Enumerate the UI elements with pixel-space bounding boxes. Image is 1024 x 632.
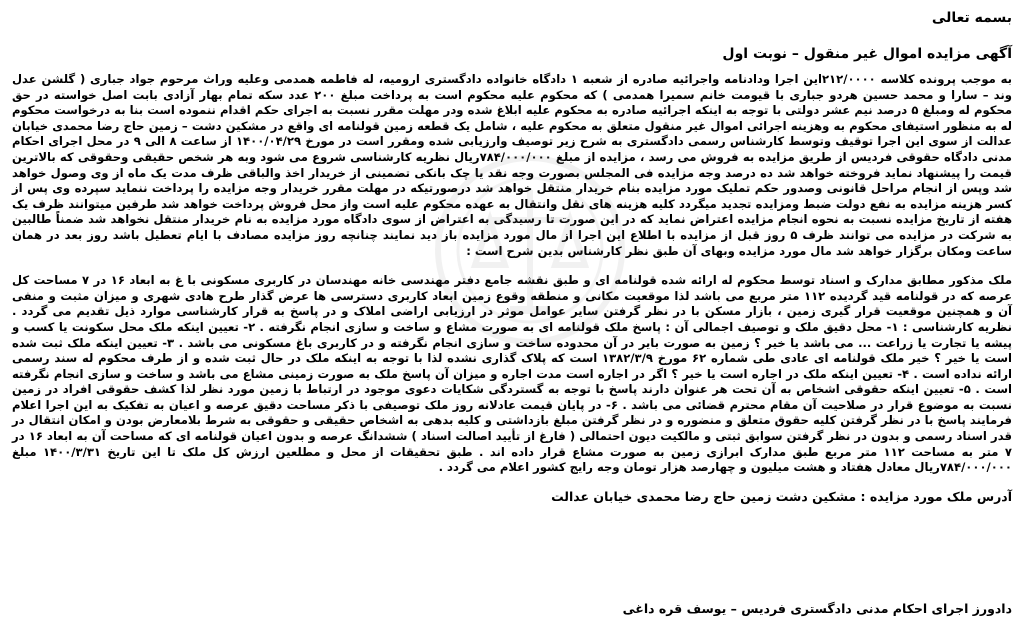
auction-terms-paragraph: به موجب پرونده کلاسه ۲۱۲/۰۰۰۰این اجرا ودادنامه واجرائیه صادره از شعبه ۱ دادگاه خانواده دادگستری ارومیه، له فاطمه همدمی وعلیه وراث مرحوم جواد جباری ( گلشن عدل وند – سارا و محمد حسین هردو جباری با قیومت خانم سمیرا همدمی ) که محکوم علیه محکوم است به پرداخت مبلغ ۲۰۰ عدد سکه تمام بهار آزادی بابت اصل خواسته در حق محکوم له ومبلغ ۵ درصد نیم عشر دولتی با توجه به اینکه اجرائیه صادره به محکوم علیه ابلاغ شده ودر مهلت مقرر نسبت به اجرای حکم اقدام ننموده است بنا به درخواست محکوم له به منظور استیفای محکوم به وهزینه اجرائی اموال غیر منقول متعلق به محکوم علیه ، شامل یک قطعه زمین قولنامه ای واقع در مشکین دشت – زمین حاج رضا محمدی خیابان عدالت از سوی این اجرا توقیف وتوسط کارشناس رسمی دادگستری به شرح زیر توصیف وارزیابی شده ومقرر است در مورخ ۱۴۰۰/۰۴/۲۹ از ساعت ۸ الی ۹ در محل اجرای احکام مدنی دادگاه حقوقی فردیس از طریق مزایده به فروش می رسد ، مزایده از مبلغ ۷۸۴/۰۰۰/۰۰۰ریال نظریه کارشناسی شروع می شود وبه هر شخص حقیقی وحقوقی که بالاترین قیمت را پیشنهاد نماید فروخته خواهد شد ده درصد وجه مزایده فی المجلس بصورت وجه نقد یا چک بانکی تضمینی از خریدار اخذ والباقی ظرف مدت یک ماه از وی وصول خواهد شد وپس از انجام مراحل قانونی وصدور حکم تملیک مورد مزایده بنام خریدار منتقل خواهد شد درصورتیکه در مهلت مقرر خریدار وجه مزایده را پرداخت ننماید سپرده وی پس از کسر هزینه مزایده به نفع دولت ضبط ومزایده تجدید میگردد کلیه هزینه های نقل وانتقال به عهده محکوم علیه است واز محل فروش پرداخت خواهد شد طرفین میتوانند ظرف یک هفته از تاریخ مزایده نسبت به نحوه انجام مزایده اعتراض نماید که در این صورت تا رسیدگی به اعتراض از سوی دادگاه مورد مزایده به نام خریدار منتقل نخواهد شد ضمناً طالبین به شرکت در مزایده می توانند ظرف ۵ روز قبل از مزایده با اطلاع این اجرا از مال مورد مزایده باز دید نمایند چنانچه روز مزایده مصادف با ایام تعطیل باشد روز بعد در همان ساعت ومکان برگزار خواهد شد مال مورد مزایده وبهای آن طبق نظر کارشناس بدین شرح است : bbox=[12, 72, 1013, 258]
enforcement-officer-signature: دادورز اجرای احکام مدنی دادگستری فردیس – یوسف قره داغی bbox=[622, 601, 1012, 616]
property-address: آدرس ملک مورد مزایده : مشکین دشت زمین حاج رضا محمدی خیابان عدالت bbox=[551, 488, 1012, 504]
notice-title: آگهی مزایده اموال غیر منقول – نوبت اول bbox=[722, 46, 1012, 62]
expert-opinion-paragraph: ملک مذکور مطابق مدارک و اسناد توسط محکوم له ارائه شده قولنامه ای و طبق نقشه جامع دفتر مهندسی خانه مهندسان در کاربری مسکونی با غ به ابعاد ۱۶ در ۷ مساحت کل عرصه که در قولنامه قید گردیده ۱۱۲ متر مربع می باشد لذا موقعیت مکانی و منطقه وقوع زمین ابعاد کاربری دسترسی ها عرض گذار طرح هادی شهری و میزان مثبت و منفی آن و همچنین موقعیت قرار گیری زمین ، بازار مسکن با در نظر گرفتن سایر عوامل موثر در ارزیابی اراضی املاک و در پاسخ به قرار کارشناسی موارد ذیل تقدیم می گردد . نظریه کارشناسی : ۱- محل دقیق ملک و توصیف اجمالی آن : پاسخ ملک قولنامه ای به صورت مشاع و ساخت و سازی انجام نگرفته . ۲- تعیین اینکه ملک محل سکونت یا کسب و پیشه یا تجارت یا زراعت ... می باشد یا خیر ؟ زمین به صورت بایر در آن محدوده ساخت و سازی انجام نگرفته و در کاربری باغ مسکونی می باشد . ۳- تعیین اینکه ملک ثبت شده است یا خیر ؟ خیر ملک قولنامه ای عادی طی شماره ۶۲ مورخ ۱۳۸۲/۳/۹ است که پلاک گذاری نشده لذا با توجه به اینکه ملک در حال ثبت شده و از طرف محکوم له سند رسمی ارائه نداده است . ۴- تعیین اینکه ملک در اجاره است یا خیر ؟ اگر در اجاره است مدت اجاره و میزان آن پاسخ ملک به صورت زمینی مشاع می باشد و ساخت و سازی انجام نگرفته است . ۵- تعیین اینکه حقوقی اشخاص به آن تحت هر عنوان دارند پاسخ با توجه به گستردگی شکایات دعوی موجود در ارتباط با زمین مورد نظر لذا کشف حقوقی افراد در زمین نسبت به موضوع قرار در صلاحیت آن مقام محترم قضائی می باشد . ۶- در پایان قیمت عادلانه روز ملک توصیفی با ذکر مساحت دقیق عرصه و اعیان به تفکیک به این اجرا اعلام فرمایند پاسخ با در نظر گرفتن کلیه حقوق متعلق و منضوره و در نظر گرفتن مبلغ بازداشتی و کلیه بدهی به اشخاص حقیقی و حقوقی به شرط بلامعارض بودن و امکان انتقال در قدر اسناد رسمی و بدون در نظر گرفتن سوابق ثبتی و مالکیت دیون احتمالی ( فارغ از تأیید اصالت اسناد ) ششدانگ عرصه و بدون اعیان قولنامه ای که مساحت آن به ابعاد ۱۶ در ۷ متر به مساحت ۱۱۲ متر مربع طبق مدارک ابرازی زمین به صورت مشاع قرار داده اند . طبق تحقیقات از محل و مطلعین ارزش کل ملک تا این تاریخ ۱۴۰۰/۳/۳۱ مبلغ ۷۸۴/۰۰۰/۰۰۰ریال معادل هفتاد و هشت میلیون و چهارصد هزار تومان وجه رایج کشور اعلام می گردد . bbox=[12, 273, 1013, 475]
basmala-heading: بسمه تعالی bbox=[931, 10, 1012, 26]
